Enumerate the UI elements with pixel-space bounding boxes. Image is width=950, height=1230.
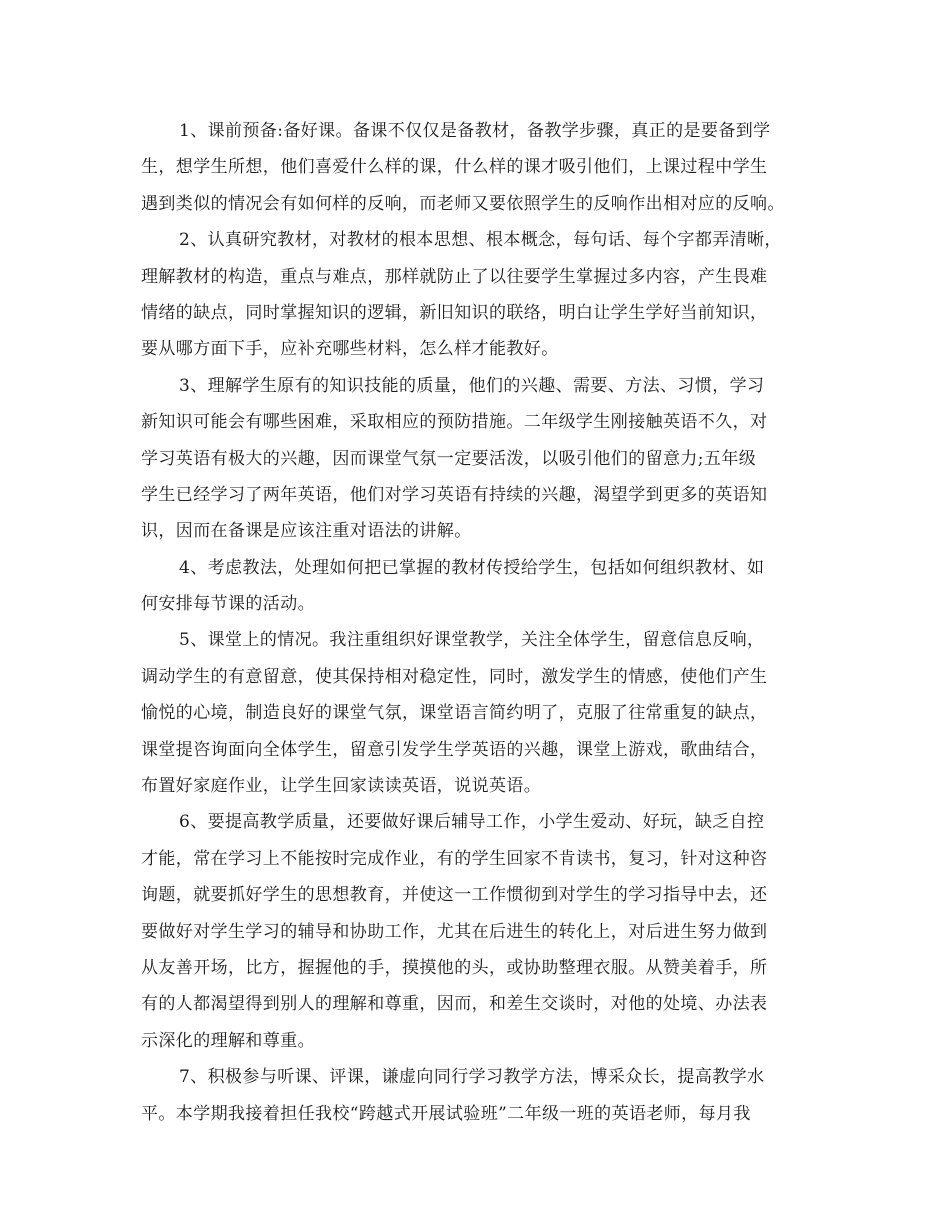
text-line: 识，因而在备课是应该注重对语法的讲解。 [141, 521, 472, 542]
text-line: 5、课堂上的情况。我注重组织好课堂教学，关注全体学生，留意信息反响， [179, 630, 765, 651]
text-line: 1、课前预备:备好课。备课不仅仅是备教材，备教学步骤，真正的是要备到学 [179, 121, 771, 141]
text-line: 询题，就要抓好学生的思想教育，并使这一工作惯彻到对学生的学习指导中去，还 [141, 885, 768, 906]
text-line: 新知识可能会有哪些困难，采取相应的预防措施。二年级学生刚接触英语不久，对 [141, 412, 768, 433]
text-line: 生，想学生所想，他们喜爱什么样的课，什么样的课才吸引他们，上课过程中学生 [141, 157, 768, 178]
text-line: 情绪的缺点，同时掌握知识的逻辑，新旧知识的联络，明白让学生学好当前知识， [141, 302, 768, 323]
paragraph [141, 368, 821, 550]
text-line: 从友善开场，比方，握握他的手，摸摸他的头，或协助整理衣服。从赞美着手，所 [141, 957, 768, 978]
text-line: 4、考虑教法，处理如何把已掌握的教材传授给学生，包括如何组织教材、如 [179, 557, 765, 578]
text-line: 有的人都渴望得到别人的理解和尊重，因而，和差生交谈时，对他的处境、办法表 [141, 994, 768, 1015]
text-line: 学生已经学习了两年英语，他们对学习英语有持续的兴趣，渴望学到更多的英语知 [141, 484, 768, 505]
text-line: 要从哪方面下手，应补充哪些材料，怎么样才能教好。 [141, 339, 559, 360]
text-line: 6、要提高教学质量，还要做好课后辅导工作，小学生爱动、好玩，缺乏自控 [179, 812, 765, 833]
text-line: 学习英语有极大的兴趣，因而课堂气氛一定要活泼，以吸引他们的留意力;五年级 [141, 448, 757, 469]
paragraph [141, 804, 821, 1059]
document-body [141, 113, 821, 1132]
text-line: 3、理解学生原有的知识技能的质量，他们的兴趣、需要、方法、习惯，学习 [179, 375, 765, 396]
text-line: 调动学生的有意留意，使其保持相对稳定性，同时，激发学生的情感，使他们产生 [141, 666, 768, 687]
paragraph [141, 1059, 821, 1132]
text-line: 才能，常在学习上不能按时完成作业，有的学生回家不肯读书，复习，针对这种咨 [141, 848, 768, 869]
text-line: 平。本学期我接着担任我校“跨越式开展试验班”二年级一班的英语老师，每月我 [141, 1103, 751, 1124]
paragraph [141, 113, 821, 222]
text-line: 布置好家庭作业，让学生回家读读英语，说说英语。 [141, 776, 542, 797]
paragraph [141, 622, 821, 804]
text-line: 何安排每节课的活动。 [141, 594, 315, 615]
text-line: 理解教材的构造，重点与难点，那样就防止了以往要学生掌握过多内容，产生畏难 [141, 266, 768, 287]
text-line: 遇到类似的情况会有如何样的反响，而老师又要依照学生的反响作出相对应的反响。 [141, 193, 785, 214]
text-line: 2、认真研究教材，对教材的根本思想、根本概念，每句话、每个字都弄清晰， [179, 230, 782, 251]
text-line: 示深化的理解和尊重。 [141, 1030, 315, 1051]
text-line: 愉悦的心境，制造良好的课堂气氛，课堂语言简约明了，克服了往常重复的缺点， [141, 703, 768, 724]
paragraph [141, 550, 821, 623]
paragraph [141, 222, 821, 368]
text-line: 要做好对学生学习的辅导和协助工作，尤其在后进生的转化上，对后进生努力做到 [141, 921, 768, 942]
text-line: 课堂提咨询面向全体学生，留意引发学生学英语的兴趣，课堂上游戏，歌曲结合， [141, 739, 768, 760]
text-line: 7、积极参与听课、评课，谦虚向同行学习教学方法，博采众长，提高教学水 [179, 1067, 765, 1088]
